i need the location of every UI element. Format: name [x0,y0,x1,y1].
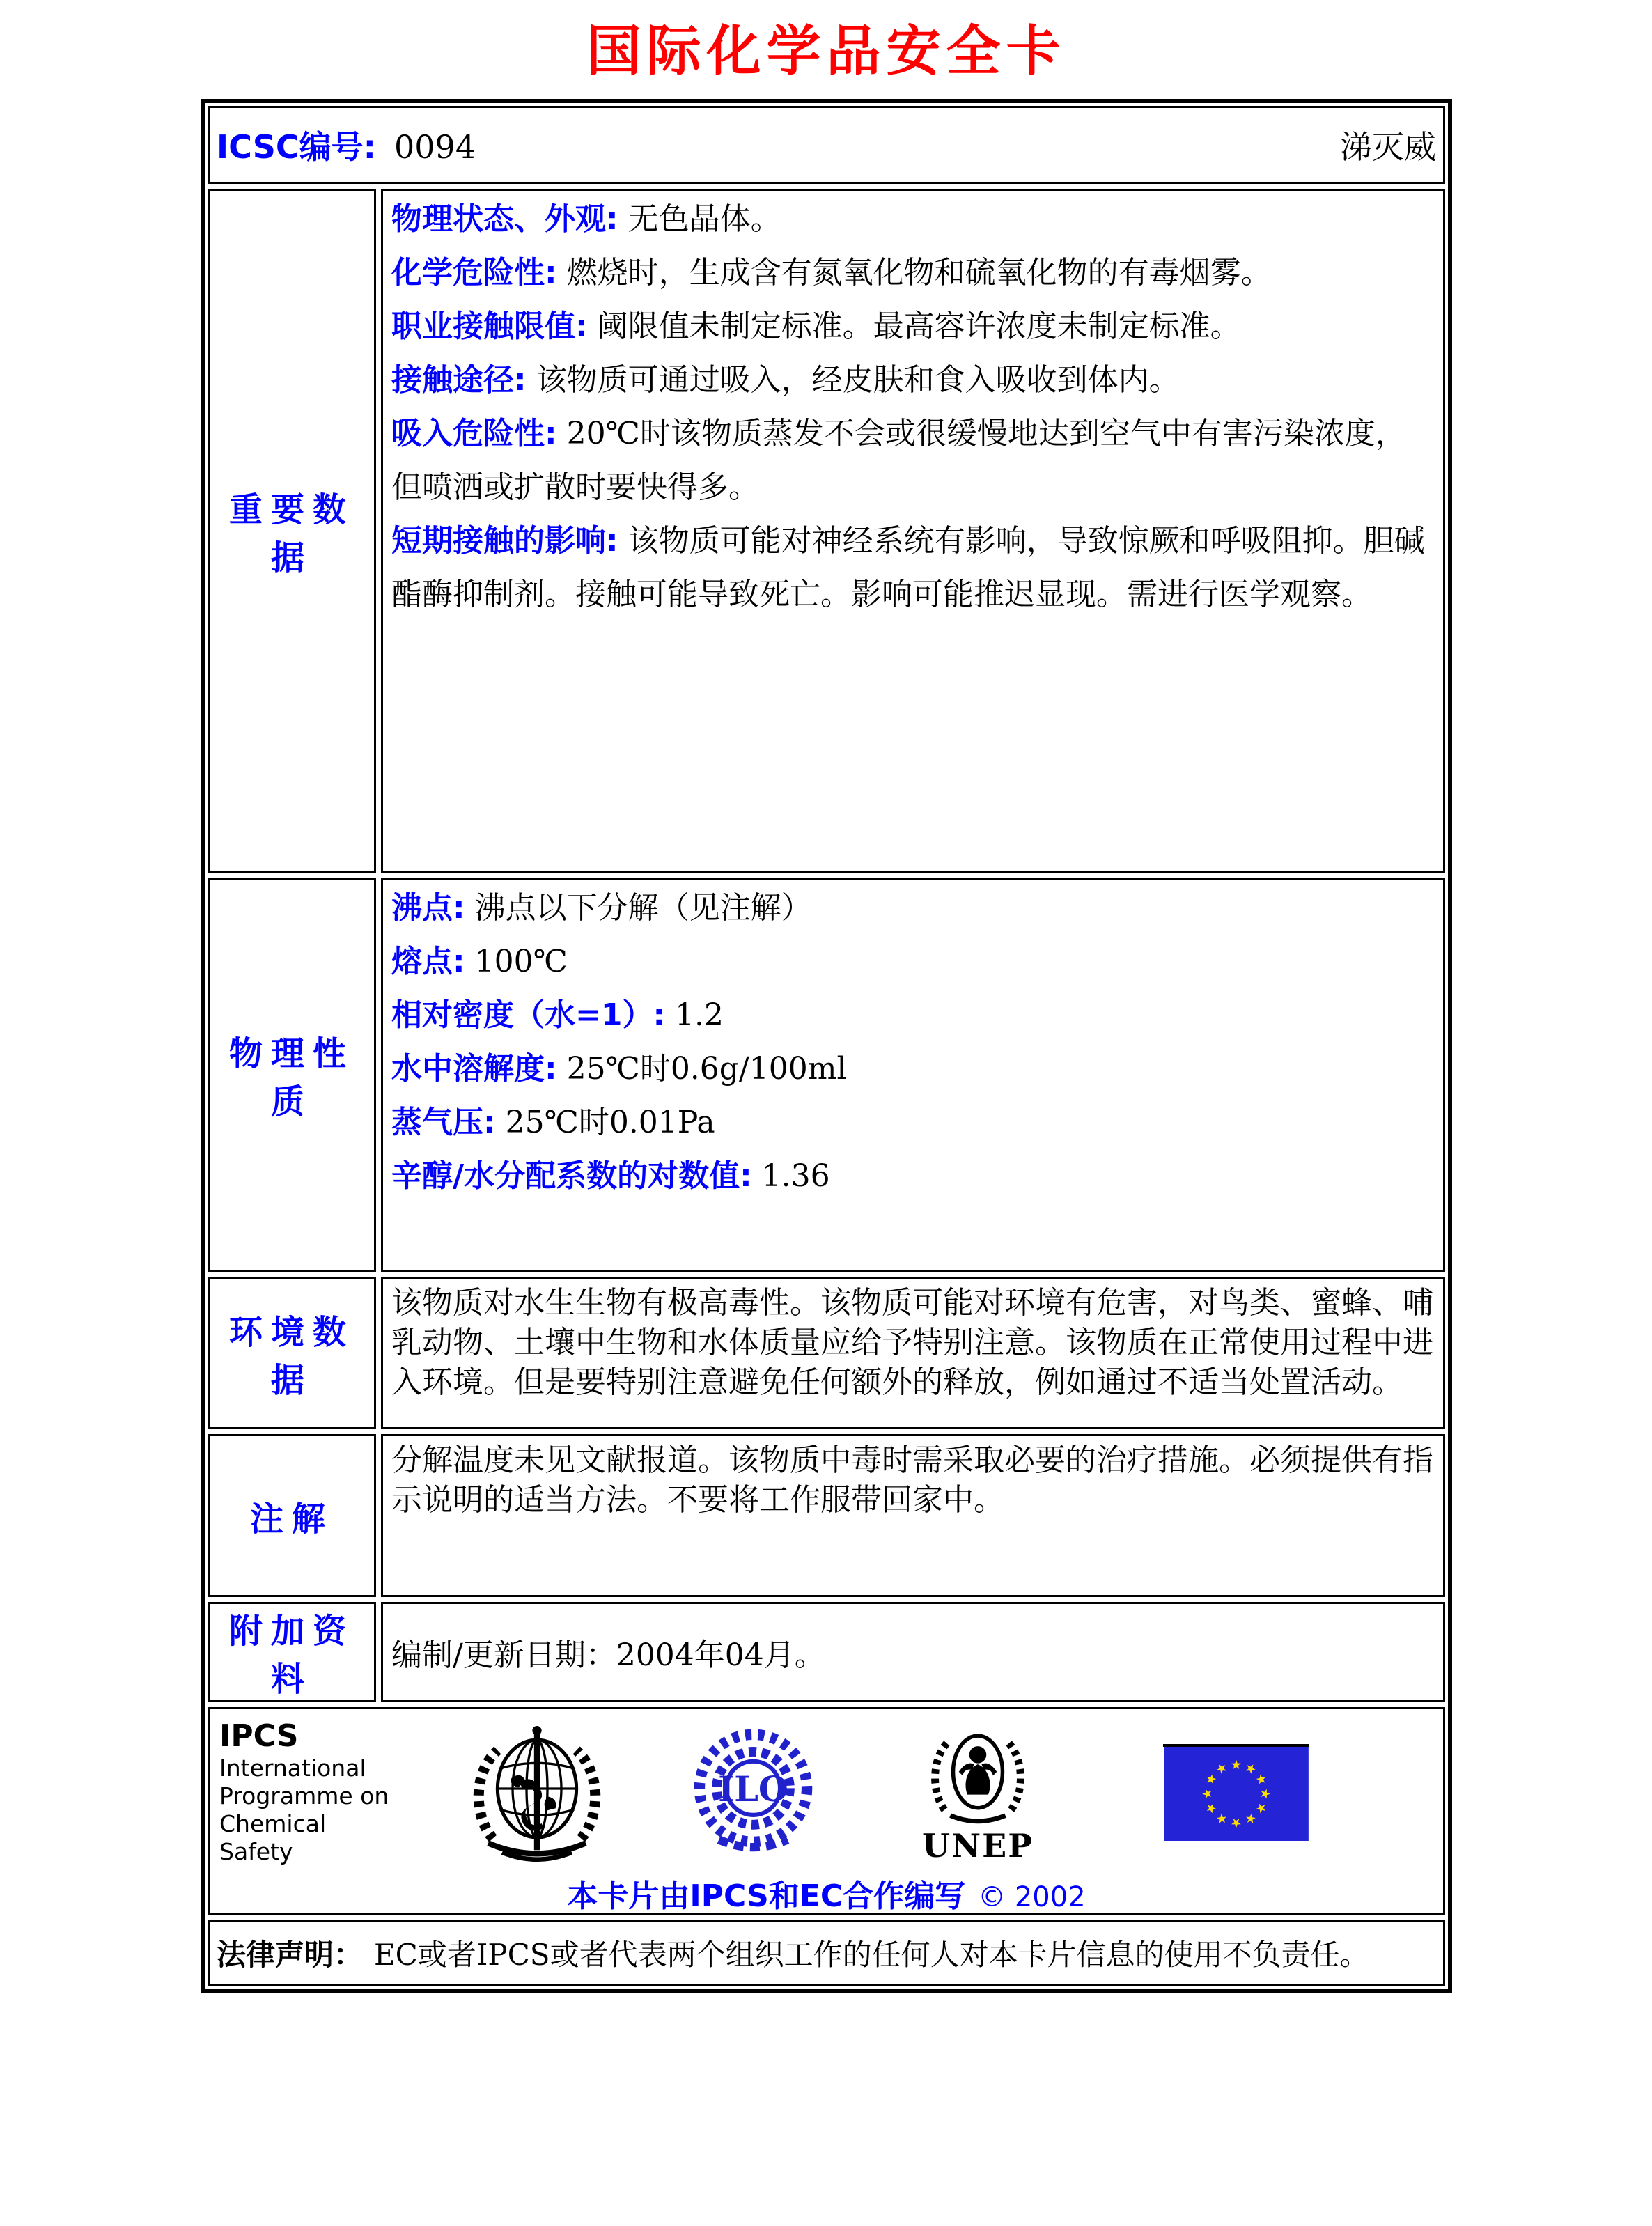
header-cell [208,106,1445,184]
legal-row [208,1920,1445,1986]
environmental-data-row [208,1277,1445,1429]
field-label: 沸点: [391,890,465,926]
property-row [391,407,1435,514]
field-label: 水中溶解度: [391,1051,557,1087]
unep-logo-block [922,1722,1034,1865]
substance-name: 涕灭威 [1340,128,1436,166]
important-data-row [208,189,1445,873]
logos-cell [208,1707,1445,1915]
field-label: 物理状态、外观: [391,201,618,237]
legal-content [210,1922,1443,1984]
important-data-label-cell [208,189,376,873]
notes-label-cell [208,1434,376,1597]
ipcs-line-1: International [219,1754,366,1782]
physical-properties-row [208,878,1445,1272]
ilo-logo-text: ILO [718,1768,788,1809]
who-logo-icon [467,1722,607,1862]
property-row [391,1042,1435,1096]
footer-caption [219,1871,1433,1917]
field-value: 100℃ [474,944,568,979]
notes-content-cell [381,1434,1445,1597]
property-row [391,935,1435,988]
environmental-data-content-cell [381,1277,1445,1429]
legal-label: 法律声明： [217,1938,364,1972]
field-value: 该物质可通过吸入，经皮肤和食入吸收到体内。 [536,362,1180,398]
property-row [391,1096,1435,1149]
ipcs-acronym: IPCS [219,1718,299,1754]
ilo-logo-icon [689,1728,818,1857]
property-row [391,246,1435,299]
logos-content [210,1709,1443,1922]
physical-properties-label-cell [208,878,376,1272]
field-value: 阈限值未制定标准。最高容许浓度未制定标准。 [597,309,1241,344]
field-value: 1.36 [761,1158,830,1194]
unep-logo-text: UNEP [922,1827,1034,1865]
additional-info-content-cell [381,1602,1445,1702]
field-label: 蒸气压: [391,1105,496,1140]
field-label: 接触途径: [391,362,527,398]
header-content [210,108,1443,182]
legal-cell [208,1920,1445,1986]
section-label-notes: 注解 [249,1499,334,1539]
field-value: 20℃时该物质蒸发不会或很缓慢地达到空气中有害污染浓度，但喷洒或扩散时要快得多。 [391,416,1406,505]
property-row [391,881,1435,935]
ipcs-line-2: Programme on [219,1782,389,1809]
field-label: 辛醇/水分配系数的对数值: [391,1158,752,1194]
property-row [391,1149,1435,1203]
field-value: 燃烧时，生成含有氮氧化物和硫氧化物的有毒烟雾。 [566,255,1272,290]
page-title: 国际化学品安全卡 [586,20,1066,83]
field-value: 1.2 [675,997,724,1033]
notes-text: 分解温度未见文献报道。该物质中毒时需采取必要的治疗措施。必须提供有指示说明的适当方法。不要将工作服带回家中。 [391,1442,1433,1518]
property-row [391,988,1435,1042]
field-label: 职业接触限值: [391,309,588,344]
icsc-number-value: 0094 [394,128,476,166]
field-label: 吸入危险性: [391,416,557,451]
icsc-card-table [201,99,1452,1993]
field-value: 沸点以下分解（见注解） [474,890,812,926]
footer-copyright: © 2002 [978,1881,1086,1913]
additional-info-label-cell [208,1602,376,1702]
section-label-environmental-data: 环境数据 [228,1312,354,1400]
footer-caption-text: 本卡片由IPCS和EC合作编写 [567,1878,966,1914]
eu-flag-icon [1163,1744,1309,1841]
property-row [391,192,1435,246]
physical-properties-content-cell [381,878,1445,1272]
header-row [208,106,1445,184]
legal-text: EC或者IPCS或者代表两个组织工作的任何人对本卡片信息的使用不负责任。 [374,1938,1369,1972]
notes-row [208,1434,1445,1597]
field-value: 25℃时0.6g/100ml [566,1051,847,1087]
ipcs-text-block [219,1718,395,1866]
section-label-physical-properties: 物理性质 [228,1034,354,1121]
environmental-data-text: 该物质对水生生物有极高毒性。该物质可能对环境有危害，对鸟类、蜜蜂、哺乳动物、土壤中生物和水体质量应给予特别注意。该物质在正常使用过程中进入环境。但是要特别注意避免任何额外的释放，例如通过不适当处置活动。 [391,1285,1433,1400]
property-row [391,299,1435,353]
field-label: 熔点: [391,944,465,979]
section-label-important-data: 重要数据 [228,490,354,577]
icsc-number-group [217,122,476,168]
ipcs-line-3: Chemical Safety [219,1810,327,1865]
field-value: 无色晶体。 [628,201,781,237]
section-label-additional-info: 附加资料 [228,1612,354,1699]
field-value: 25℃时0.01Pa [505,1105,715,1140]
unep-logo-icon [926,1722,1030,1827]
environmental-data-label-cell [208,1277,376,1429]
field-value: 该物质可能对神经系统有影响，导致惊厥和呼吸阻抑。胆碱酯酶抑制剂。接触可能导致死亡。影响可能推迟显现。需进行医学观察。 [391,523,1425,612]
additional-info-text: 编制/更新日期：2004年04月。 [391,1637,825,1673]
additional-info-row [208,1602,1445,1702]
property-row [391,353,1435,407]
field-label: 短期接触的影响: [391,523,618,559]
icsc-number-label: ICSC编号: [217,128,377,166]
field-label: 相对密度（水=1）: [391,997,666,1033]
logos-row [208,1707,1445,1915]
field-label: 化学危险性: [391,255,557,290]
property-row [391,514,1435,621]
logos-strip [219,1713,1433,1871]
important-data-content-cell [381,189,1445,873]
